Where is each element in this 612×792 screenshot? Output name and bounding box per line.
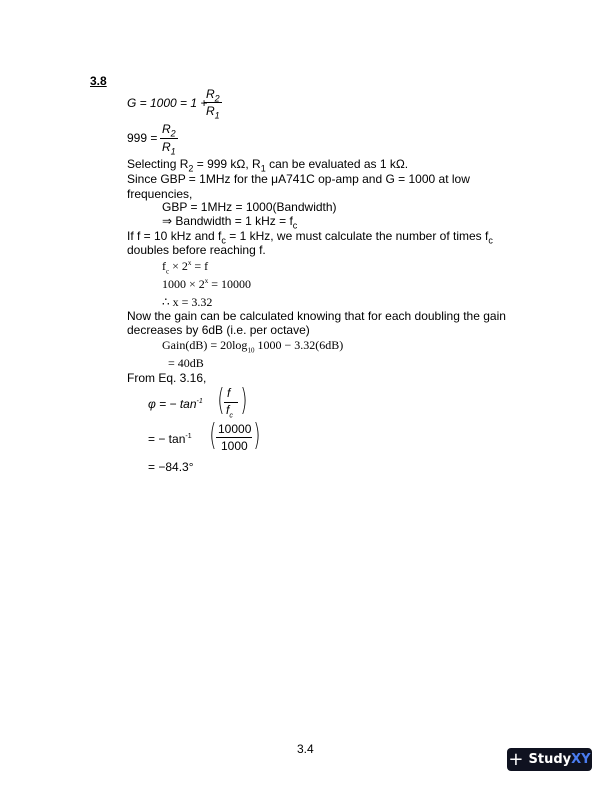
bandwidth-text: ⇒ Bandwidth = 1 kHz = $f_c$: [162, 214, 298, 231]
gbp-text: GBP = 1MHz = 1000(Bandwidth): [162, 200, 337, 214]
right-paren-icon: ): [240, 383, 248, 418]
phase-numeric-numerator: 10000: [218, 422, 252, 436]
phase-numeric-lhs: = − $\tan^{-1}$: [148, 432, 192, 446]
gain-db-equation: Gain(dB) = $20\log_{10}$ 1000 − 3.32(6dB): [162, 338, 344, 355]
gain-eq-fraction-bar: [204, 102, 222, 103]
ratio-eq-denominator: $R_1$: [162, 140, 176, 157]
phase-numeric-denominator: 1000: [221, 439, 248, 453]
x-result: ∴ x = 3.32: [162, 295, 213, 309]
fc-doubling-equation: $f_c \times 2^x = f$: [162, 259, 209, 276]
phase-numeric-fraction-bar: [216, 437, 252, 438]
ratio-eq-numerator: $R_2$: [162, 122, 176, 139]
if-text-line2: doubles before reaching f.: [127, 243, 266, 257]
page-number: 3.4: [297, 742, 314, 756]
section-number: 3.8: [90, 74, 107, 88]
studyxy-badge[interactable]: [507, 748, 592, 771]
gain-eq-lhs: G = 1000 = 1 +: [127, 96, 208, 110]
phase-eq-denominator: $f_c$: [226, 403, 233, 420]
doubling-numeric-equation: $1000 \times 2^x = 10000$: [162, 277, 252, 291]
gain-db-result: = 40dB: [168, 356, 204, 370]
brand-name: StudyXY: [528, 752, 591, 767]
since-text-line1: Since GBP = 1MHz for the μA741C op-amp and G = 1000 at low: [127, 172, 470, 186]
gain-eq-numerator: $R_2$: [206, 87, 220, 104]
now-text-line1: Now the gain can be calculated knowing that for each doubling the gain: [127, 309, 506, 323]
gain-eq-denominator: $R_1$: [206, 104, 220, 121]
ratio-eq-lhs: 999 =: [127, 131, 158, 145]
if-text-line1: If f = 10 kHz and $f_c = 1$ kHz, we must calculate the number of times $f_c$: [127, 229, 493, 246]
plus-icon: +: [508, 748, 524, 770]
phase-eq-lhs: φ = − $\tan^{-1}$: [148, 397, 203, 411]
left-paren-icon: (: [217, 383, 225, 418]
left-paren-icon: (: [209, 418, 217, 453]
phase-eq-numerator: f: [227, 386, 231, 400]
since-text-line2: frequencies,: [127, 187, 193, 201]
now-text-line2: decreases by 6dB (i.e. per octave): [127, 323, 310, 337]
right-paren-icon: ): [253, 418, 261, 453]
ratio-eq-fraction-bar: [160, 138, 178, 139]
phase-result: = −84.3°: [148, 460, 194, 474]
selecting-text: Selecting $R_2 = 999$ kΩ, $R_1$ can be evaluated as 1 kΩ.: [127, 157, 409, 174]
from-eq-text: From Eq. 3.16,: [127, 371, 207, 385]
